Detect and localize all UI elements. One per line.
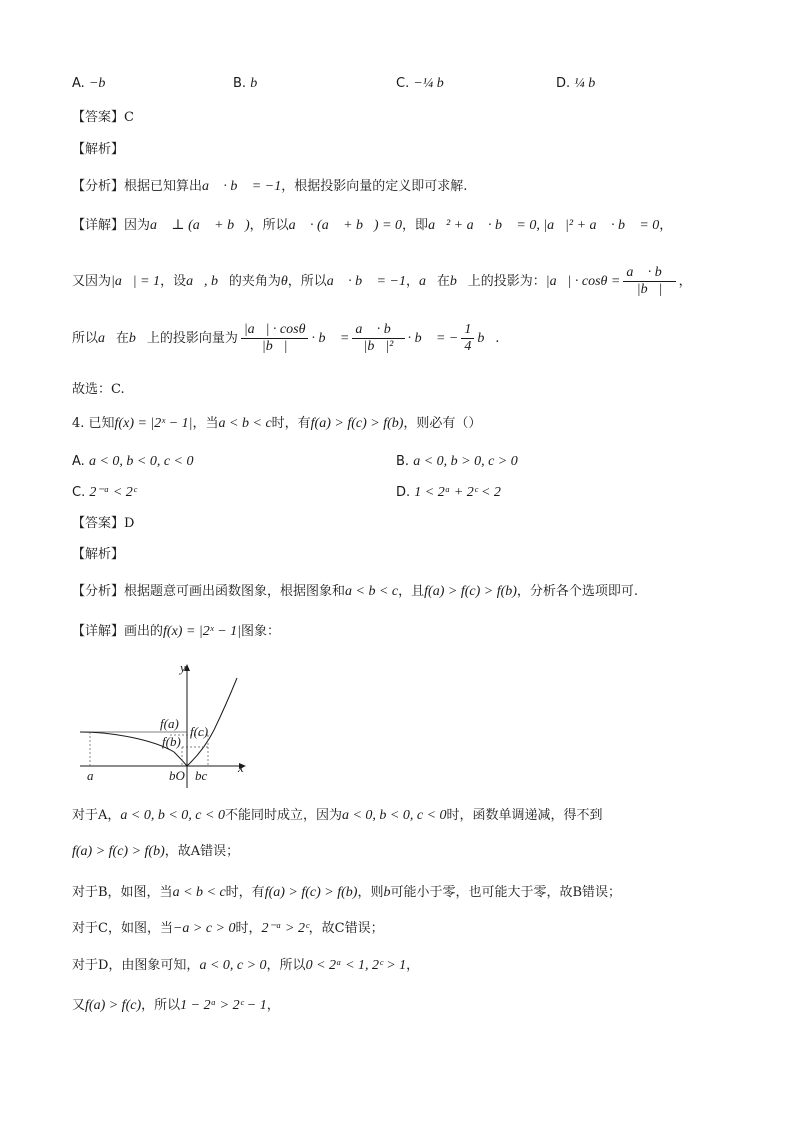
q4-stem: [72, 414, 481, 434]
math: 1 − 2ᵃ > 2ᶜ − 1: [180, 998, 267, 1013]
fenxi-tag: 【分析】: [72, 179, 125, 194]
math: a⃗, b⃗: [186, 274, 229, 289]
choice-text: 故选：C.: [72, 382, 125, 397]
q3-choice: [72, 380, 125, 400]
math: a < b < c: [172, 885, 226, 900]
math: b⃗: [477, 331, 496, 346]
option-expr: 2⁻ᵃ < 2ᶜ: [89, 485, 137, 500]
q3-fenxi: [72, 177, 467, 197]
option-expr: −b⃗: [88, 76, 117, 91]
fenxi-tag: 【分析】: [72, 584, 125, 599]
fa-label: f(a): [160, 716, 179, 731]
text: ，故A错误；: [164, 844, 240, 859]
answer-tag: 【答案】: [72, 110, 125, 125]
math: b⃗: [449, 274, 468, 289]
option-letter: D.: [556, 76, 571, 91]
text: 对于D，由图象可知，: [72, 958, 200, 973]
text: 时，有: [225, 885, 265, 900]
math: a⃗: [418, 274, 437, 289]
numerator: a⃗ · b⃗: [352, 322, 404, 339]
text: 图象：: [241, 624, 281, 639]
text: 可能小于零，也可能大于零，故B错误；: [390, 885, 622, 900]
math: f(a) > f(c) > f(b): [72, 844, 165, 859]
math: a⃗ · b⃗ = −1: [326, 274, 406, 289]
math: f(a) > f(c) > f(b): [424, 584, 517, 599]
text: ，设: [160, 274, 187, 289]
text: ，: [659, 218, 673, 233]
fc-label: f(c): [190, 724, 209, 739]
option-letter: D.: [396, 485, 411, 500]
option-expr: ¼ b⃗: [574, 76, 607, 91]
text: 因为: [124, 218, 151, 233]
math: |a⃗| · cosθ =: [545, 274, 621, 289]
text: ，所以: [266, 958, 306, 973]
q3-option-c: [396, 74, 455, 94]
math: a < b < c: [218, 416, 272, 431]
option-letter: C.: [396, 76, 410, 91]
text: ，且: [398, 584, 425, 599]
fb-label: f(b): [162, 734, 181, 749]
math: a⃗ · b⃗ = −1: [202, 179, 282, 194]
q4-option-d: [396, 483, 501, 503]
denominator: |b⃗|²: [363, 339, 394, 354]
math: a⃗ ⊥ (a⃗ + b⃗): [150, 218, 250, 233]
math: · b⃗ = −: [407, 331, 459, 346]
xiangjie-tag: 【详解】: [72, 624, 125, 639]
text: 不能同时成立，因为: [224, 808, 342, 823]
q4-xiangjie: [72, 622, 280, 642]
text: 对于A，: [72, 808, 121, 823]
math: a⃗ · (a⃗ + b⃗) = 0: [288, 218, 403, 233]
q3-projection-vector-line: [72, 317, 499, 361]
text: 在: [115, 331, 129, 346]
text: ，所以: [287, 274, 327, 289]
option-letter: A.: [72, 454, 85, 469]
q4-option-a-analysis-1: [72, 806, 603, 826]
text: 又因为: [72, 274, 112, 289]
q4-option-c: [72, 483, 136, 503]
math: f(x) = |2ˣ − 1|: [163, 624, 242, 639]
text: ，: [678, 274, 692, 289]
text: ，: [406, 958, 420, 973]
analysis-tag: 【解析】: [72, 547, 125, 562]
math: f(a) > f(c): [85, 998, 142, 1013]
bc-label: bc: [195, 768, 208, 783]
math: b⃗: [128, 331, 147, 346]
option-expr: a < 0, b < 0, c < 0: [88, 454, 194, 469]
text: ，: [405, 274, 419, 289]
text: ，即: [402, 218, 429, 233]
answer-value: D: [124, 516, 135, 531]
q4-option-c-analysis: [72, 919, 384, 939]
q3-option-a: [72, 74, 116, 94]
option-expr: 1 < 2ᵃ + 2ᶜ < 2: [414, 485, 501, 500]
math: θ: [280, 274, 288, 289]
option-letter: C.: [72, 485, 86, 500]
math: f(a) > f(c) > f(b): [310, 416, 404, 431]
math: −a > c > 0: [172, 921, 236, 936]
q3-option-b: [233, 74, 268, 94]
fraction: [241, 322, 309, 355]
math: a < 0, c > 0: [199, 958, 267, 973]
y-label: y: [180, 660, 186, 675]
math: · b⃗ =: [311, 331, 350, 346]
numerator: a⃗ · b⃗: [623, 265, 675, 282]
math: |a⃗| = 1: [111, 274, 161, 289]
bO-label: bO: [169, 768, 185, 783]
option-expr: −¼ b⃗: [413, 76, 455, 91]
text: ，则必有（）: [403, 416, 482, 431]
a-label: a: [87, 768, 94, 783]
option-letter: B.: [233, 76, 247, 91]
q4-option-b: [396, 452, 518, 472]
option-letter: A.: [72, 76, 85, 91]
denominator: |b⃗|: [261, 339, 288, 354]
fraction: [461, 322, 474, 355]
text: ，所以: [249, 218, 289, 233]
option-letter: B.: [396, 454, 410, 469]
q4-analysis-tag: [72, 545, 124, 565]
q3-option-d: [556, 74, 606, 94]
function-graph: [74, 660, 254, 790]
denominator: |b⃗|: [636, 282, 663, 297]
math: a < 0, b < 0, c < 0: [341, 808, 447, 823]
math: f(x) = |2ˣ − 1|: [114, 416, 193, 431]
math: a < b < c: [345, 584, 399, 599]
text: 时，: [235, 921, 262, 936]
math: f(a) > f(c) > f(b): [264, 885, 358, 900]
option-expr: b⃗: [250, 76, 269, 91]
text: ，: [266, 998, 280, 1013]
text: 所以: [72, 331, 99, 346]
text: ，根据投影向量的定义即可求解.: [281, 179, 468, 194]
text: 根据已知算出: [124, 179, 203, 194]
fraction: [623, 265, 675, 298]
text: 上的投影为：: [467, 274, 546, 289]
text: 上的投影向量为: [146, 331, 238, 346]
q3-projection-line: [72, 262, 692, 302]
q4-answer: [72, 514, 134, 534]
fraction: [352, 322, 404, 355]
text: 又: [72, 998, 86, 1013]
right-branch: [187, 678, 237, 766]
q4-fenxi: [72, 582, 638, 602]
text: 在: [436, 274, 450, 289]
text: 时，有: [271, 416, 311, 431]
math: 2⁻ᵃ > 2ᶜ: [261, 921, 309, 936]
q3-analysis-tag: [72, 140, 124, 160]
text: 对于C，如图，当: [72, 921, 173, 936]
math: a⃗: [98, 331, 116, 346]
text: ，所以: [141, 998, 181, 1013]
x-label: x: [238, 760, 244, 775]
xiangjie-tag: 【详解】: [72, 218, 125, 233]
analysis-tag: 【解析】: [72, 142, 125, 157]
text: 根据题意可画出函数图象，根据图象和: [124, 584, 346, 599]
answer-value: C: [124, 110, 134, 125]
text: ，故C错误；: [308, 921, 384, 936]
numerator: |a⃗| · cosθ: [241, 322, 309, 339]
denominator: 4: [464, 339, 472, 354]
text: 4. 已知: [72, 416, 115, 431]
q4-option-a: [72, 452, 194, 472]
text: 画出的: [124, 624, 164, 639]
text: ，则: [357, 885, 384, 900]
math: a < 0, b < 0, c < 0: [120, 808, 225, 823]
text: 的夹角为: [228, 274, 281, 289]
text: 时，函数单调递减，得不到: [446, 808, 603, 823]
math: b: [383, 885, 391, 900]
math: 0 < 2ᵃ < 1, 2ᶜ > 1: [305, 958, 407, 973]
answer-tag: 【答案】: [72, 516, 125, 531]
q4-option-b-analysis: [72, 883, 621, 903]
q4-option-a-analysis-2: [72, 842, 239, 862]
math: a⃗² + a⃗ · b⃗ = 0, |a⃗|² + a⃗ · b⃗ = 0: [428, 218, 660, 233]
q4-option-d-analysis-2: [72, 996, 280, 1016]
numerator: 1: [461, 322, 474, 339]
q3-xiangjie: [72, 216, 672, 236]
q3-answer: [72, 108, 134, 128]
text: .: [495, 331, 500, 346]
q4-option-d-analysis-1: [72, 956, 419, 976]
text: ，当: [192, 416, 219, 431]
text: 对于B，如图，当: [72, 885, 173, 900]
text: ，分析各个选项即可.: [516, 584, 639, 599]
option-expr: a < 0, b > 0, c > 0: [413, 454, 518, 469]
